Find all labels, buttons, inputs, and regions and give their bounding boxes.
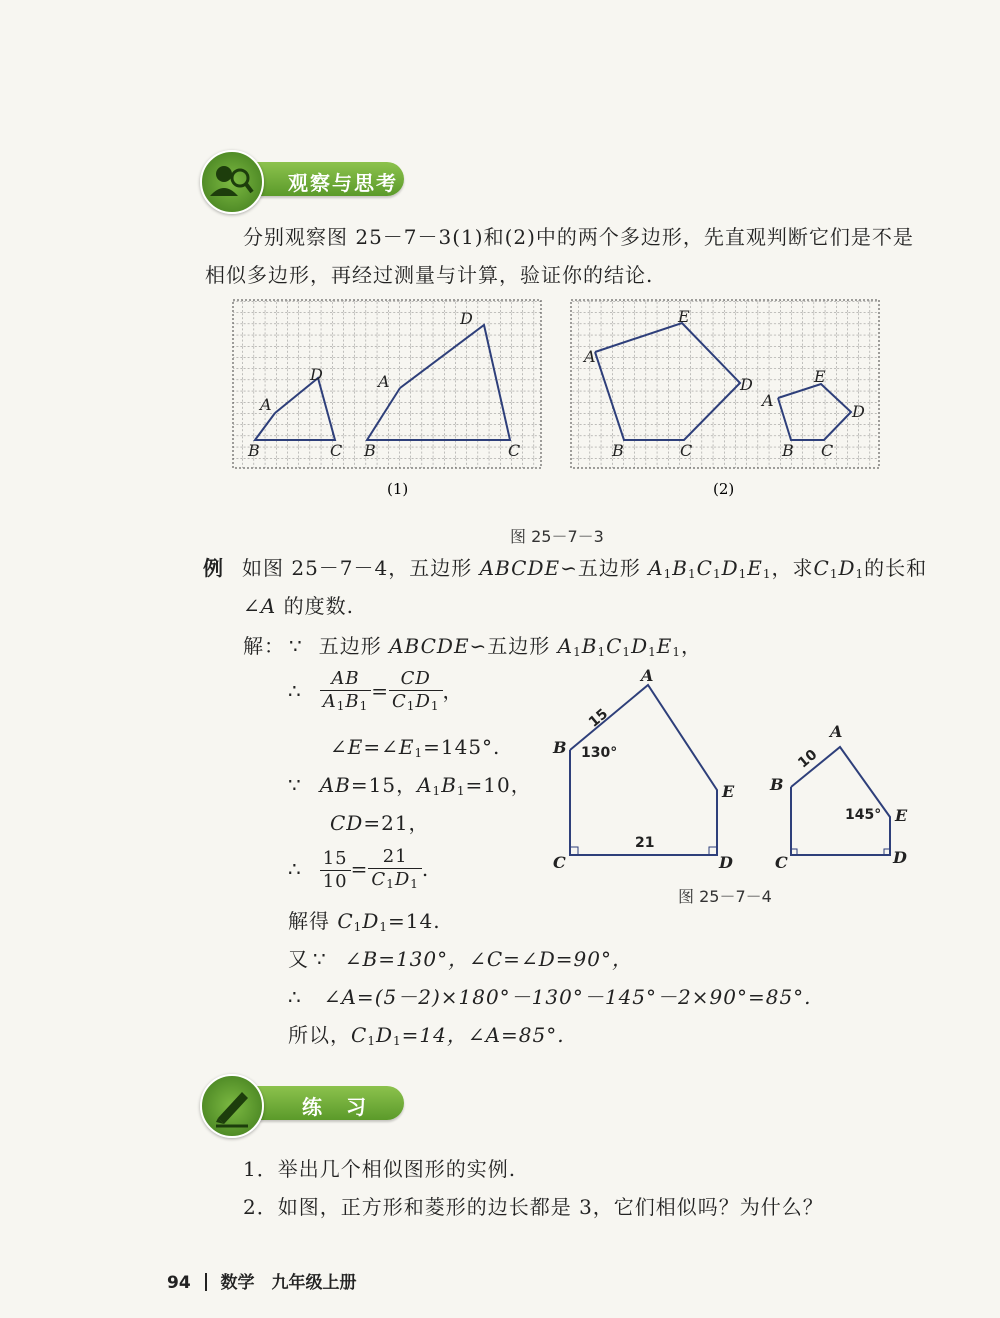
intro-line-1: 分别观察图 25－7－3(1)和(2)中的两个多边形，先直观判断它们是不是: [243, 225, 914, 249]
example-statement-2: [243, 587, 354, 625]
angle-e-eq: ∠E=∠E: [330, 735, 415, 759]
fig4-label-b1: B: [770, 775, 784, 794]
comma-1: ，: [442, 679, 464, 703]
angle-symbol: ∠: [243, 594, 261, 618]
example-tag: 例: [203, 556, 224, 580]
fig4-label-a1: A: [830, 722, 843, 741]
solution-ab: ∵ AB=15，$A_1B_1=10$，: [288, 773, 532, 798]
label-c-2: C: [680, 441, 693, 460]
example-text-4: 的长和: [864, 556, 928, 580]
page-footer: [167, 1268, 357, 1293]
page-number: 94: [167, 1273, 191, 1293]
figure-25-7-3-caption: 图 25－7－3: [510, 527, 604, 546]
magnifier-person-icon: [200, 150, 264, 214]
fig4-label-e: E: [722, 782, 735, 801]
label-a1-2: A: [762, 391, 774, 410]
example-line2-tail: 的度数.: [276, 594, 354, 618]
a1b1-val: =10，: [465, 773, 532, 797]
label-c: C: [330, 441, 343, 460]
eq-1: =: [371, 679, 390, 703]
example-abcde: ABCDE: [479, 556, 561, 580]
footer-divider: [205, 1273, 207, 1291]
fig4-label-d: D: [719, 853, 733, 872]
observe-banner-title: 观察与思考: [288, 171, 398, 195]
frac-ab-num: AB: [320, 668, 372, 691]
therefore-symbol-3: ∴: [288, 985, 302, 1009]
example-text-3: ，求: [771, 556, 814, 580]
therefore-symbol-1: ∴: [288, 679, 302, 703]
you-label: 又: [288, 947, 309, 971]
exercise-1: 1．举出几个相似图形的实例.: [243, 1157, 517, 1181]
solution-line-1: 解： ∵ 五边形 ABCDE∽五边形 $A_1B_1C_1D_1E_1$，: [243, 634, 702, 659]
fig4-label-a: A: [641, 666, 654, 685]
conclusion-label: 所以，: [288, 1023, 351, 1047]
label-d: D: [310, 365, 323, 384]
cd-val: =21，: [363, 811, 430, 835]
because-symbol-3: ∵: [313, 947, 327, 971]
label-d1: D: [460, 309, 473, 328]
solution-formula: [288, 978, 812, 1016]
label-b-2: B: [612, 441, 624, 460]
figure-25-7-4: [545, 665, 925, 880]
ab-label: AB: [319, 773, 351, 797]
intro-paragraph: [243, 218, 943, 256]
exercise-2: 2．如图，正方形和菱形的边长都是 3，它们相似吗？为什么？: [243, 1195, 824, 1219]
fig4-label-c1: C: [775, 853, 788, 872]
label-c1: C: [508, 441, 521, 460]
solution-ratio: [288, 668, 464, 717]
s1d: 五边形: [487, 634, 558, 658]
subfig-label-2: (2): [713, 480, 735, 498]
s1a: 五边形: [318, 634, 390, 658]
fig4-angle-145: 145°: [845, 807, 882, 823]
solved-label: 解得: [288, 909, 338, 933]
fig4-angle-130: 130°: [581, 745, 618, 761]
example-text-2: 五边形: [577, 556, 649, 580]
label-a-2: A: [584, 347, 596, 366]
label-a1: A: [378, 372, 390, 391]
frac-21: 21: [368, 846, 422, 869]
fig4-len-15: 15: [585, 705, 612, 731]
solution-solved: 解得 $C_1D_1=14$.: [288, 909, 441, 934]
subfig-label-1: (1): [387, 480, 409, 498]
pencil-icon: [200, 1074, 264, 1138]
cd-label: CD: [330, 811, 364, 835]
label-b1-2: B: [782, 441, 794, 460]
solution-angles: [288, 940, 633, 978]
book-title: 数学 九年级上册: [220, 1273, 357, 1293]
therefore-symbol-2: ∴: [288, 857, 302, 881]
fig4-len-21: 21: [635, 835, 655, 851]
figure-25-7-3: [220, 290, 900, 510]
practice-banner: [200, 1082, 430, 1126]
example-text-1: 如图 25－7－4，五边形: [242, 556, 480, 580]
label-e-2: E: [678, 307, 690, 326]
angles-b: ∠B=130°，∠C=∠D=90°，: [344, 947, 633, 971]
frac-cd-num: CD: [389, 668, 443, 691]
angle-e-val: =145°.: [423, 735, 501, 759]
formula: ∠A=(5－2)×180°－130°－145°－2×90°=85°.: [323, 985, 812, 1009]
period-1: .: [421, 857, 430, 881]
s1b: ABCDE: [389, 634, 470, 658]
frac-10: 10: [322, 871, 348, 892]
observe-banner: [200, 158, 430, 202]
s1c: ∽: [469, 634, 488, 658]
solution-conclusion: 所以，$C_1D_1=14$，∠A=85°.: [288, 1023, 565, 1048]
label-d-2: D: [740, 375, 753, 394]
label-d1-2: D: [852, 402, 865, 421]
label-e1-2: E: [814, 367, 826, 386]
fraction-15-10: [320, 848, 351, 893]
label-b1: B: [364, 441, 376, 460]
example-sim: ∽: [560, 556, 578, 580]
practice-banner-title: 练 习: [302, 1095, 368, 1119]
conclusion-val: =14，∠A=85°.: [401, 1023, 565, 1047]
solution-angle-e: $\angle E=\angle E_1=145^\circ$.: [330, 735, 501, 760]
example-statement: 例 如图 25－7－4，五边形 ABCDE∽五边形 $A_1B_1C_1D_1E_1$，求$C_1D_1$的长和: [203, 556, 928, 581]
fraction-cd-c1d1: $\frac{CD}{C_1D_1}$: [389, 668, 443, 717]
figure-25-7-4-caption: 图 25－7－4: [678, 887, 772, 906]
label-a: A: [260, 395, 272, 414]
fig4-label-c: C: [553, 853, 566, 872]
solved-val: =14.: [388, 909, 441, 933]
fraction-21-c1d1: $\frac{21}{C_1D_1}$: [368, 846, 422, 895]
label-b: B: [248, 441, 260, 460]
intro-paragraph-2: [205, 256, 945, 294]
label-c1-2: C: [821, 441, 834, 460]
fig4-label-d1: D: [893, 848, 907, 867]
because-symbol-2: ∵: [288, 773, 302, 797]
solution-ratio-numbers: [288, 846, 429, 895]
pentagon-abcde: [570, 685, 717, 855]
solution-cd: [330, 804, 430, 842]
fraction-ab-a1b1: $\frac{AB}{A_1B_1}$: [320, 668, 372, 717]
intro-line-2: 相似多边形，再经过测量与计算，验证你的结论.: [205, 263, 654, 287]
fig4-label-b: B: [553, 738, 567, 757]
ab-val: =15，: [350, 773, 418, 797]
frac-15: 15: [320, 848, 351, 871]
because-symbol: ∵: [289, 634, 303, 658]
fig4-label-e1: E: [895, 806, 908, 825]
angle-a: A: [260, 594, 277, 618]
fig4-len-10: 10: [795, 746, 821, 772]
eq-2: =: [350, 857, 369, 881]
solution-label: 解：: [243, 634, 285, 658]
